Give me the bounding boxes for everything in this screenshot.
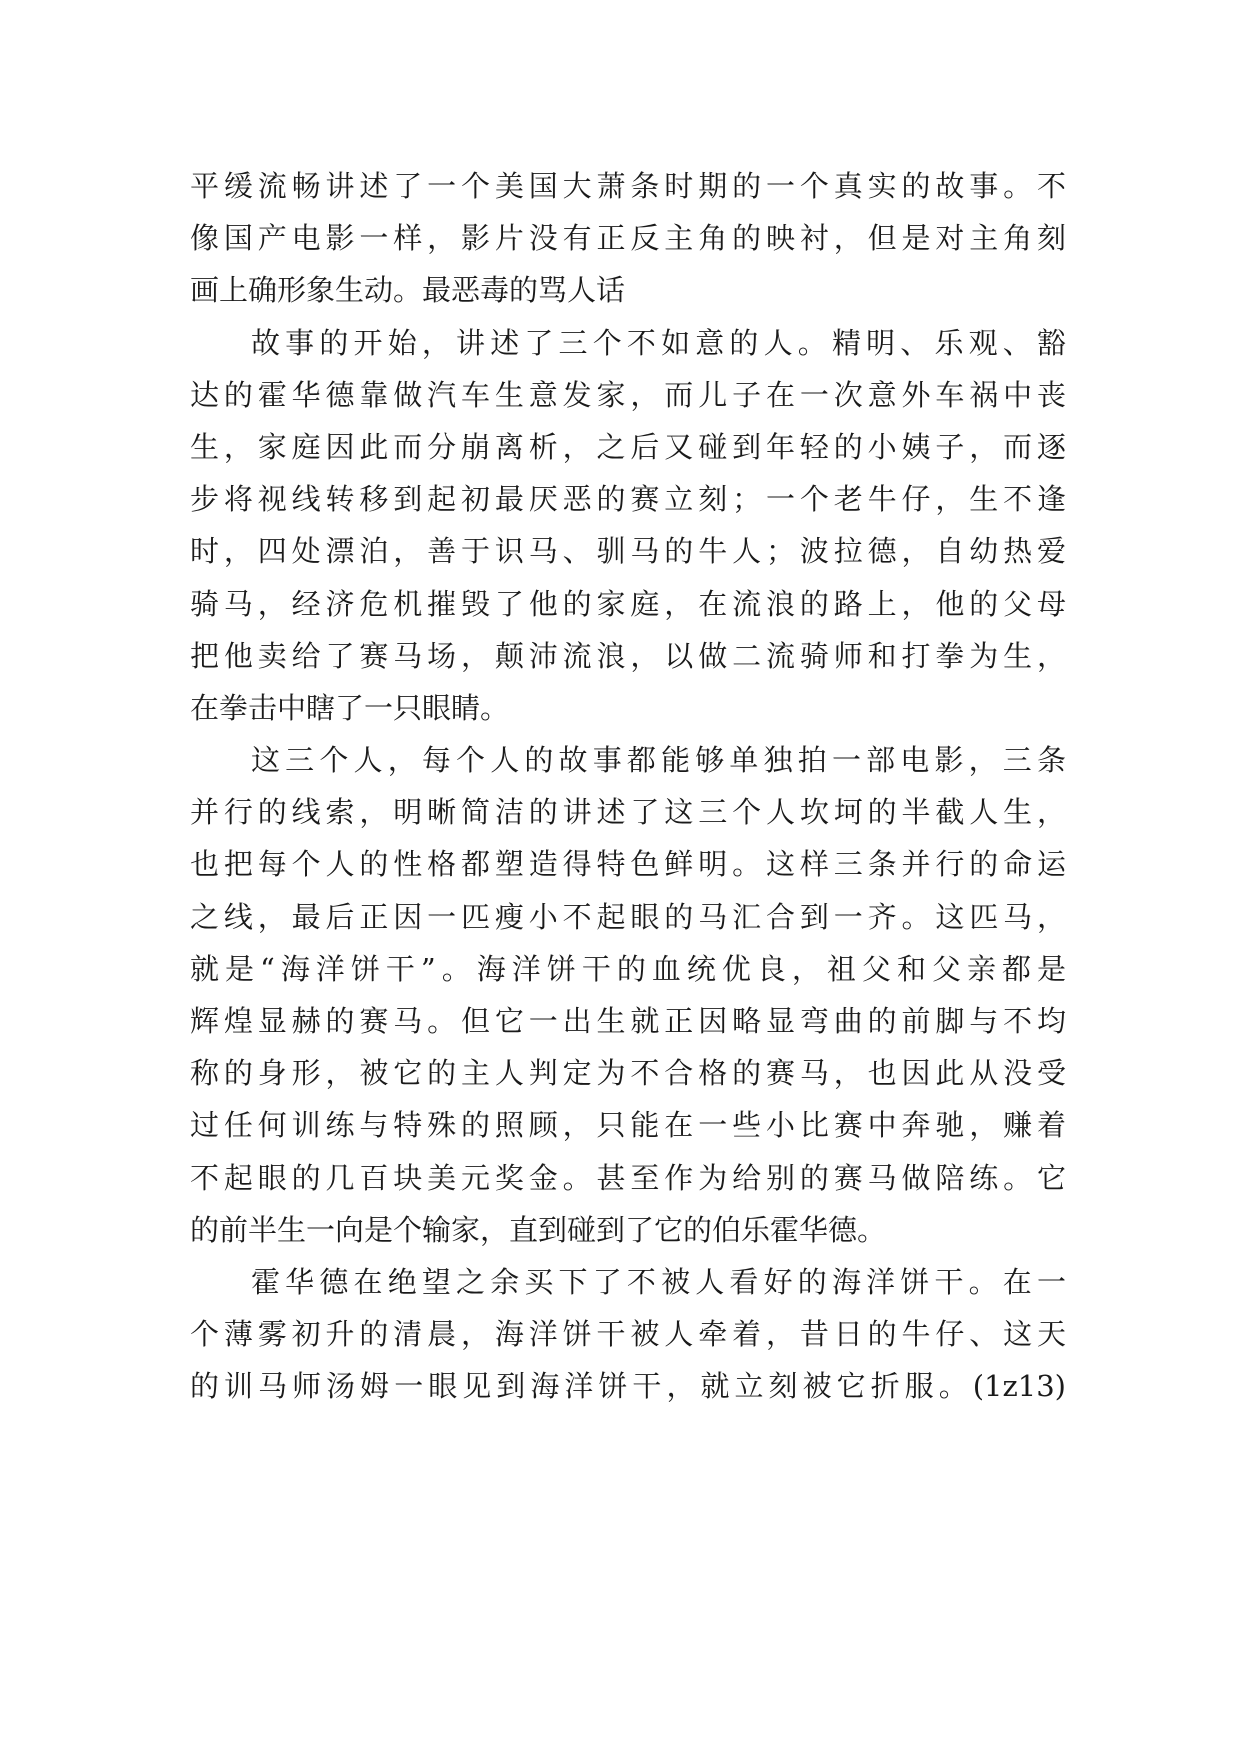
text-line: 达的霍华德靠做汽车生意发家，而儿子在一次意外车祸中丧 bbox=[190, 377, 1066, 412]
text-line: 之线，最后正因一匹瘦小不起眼的马汇合到一齐。这匹马， bbox=[190, 899, 1066, 934]
document-body bbox=[190, 160, 1066, 1413]
text-line: 骑马，经济危机摧毁了他的家庭，在流浪的路上，他的父母 bbox=[190, 586, 1066, 621]
text-line: 称的身形，被它的主人判定为不合格的赛马，也因此从没受 bbox=[190, 1056, 1066, 1091]
text-line: 平缓流畅讲述了一个美国大萧条时期的一个真实的故事。不 bbox=[190, 169, 1066, 203]
text-line: 过任何训练与特殊的照顾，只能在一些小比赛中奔驰，赚着 bbox=[190, 1108, 1066, 1143]
text-line: 不起眼的几百块美元奖金。甚至作为给别的赛马做陪练。它 bbox=[190, 1160, 1066, 1195]
text-line: 画上确形象生动。最恶毒的骂人话 bbox=[190, 273, 626, 308]
text-line: 故事的开始，讲述了三个不如意的人。精明、乐观、豁 bbox=[251, 325, 1066, 360]
text-line: 步将视线转移到起初最厌恶的赛立刻；一个老牛仔，生不逢 bbox=[190, 482, 1066, 517]
text-line: 个薄雾初升的清晨，海洋饼干被人牵着，昔日的牛仔、这天 bbox=[190, 1317, 1066, 1352]
paragraph-2 bbox=[190, 317, 1066, 735]
paragraph-1 bbox=[190, 160, 1066, 317]
text-line: 在拳击中瞎了一只眼睛。 bbox=[190, 690, 510, 725]
text-line: 这三个人，每个人的故事都能够单独拍一部电影，三条 bbox=[251, 743, 1066, 778]
text-line: 辉煌显赫的赛马。但它一出生就正因略显弯曲的前脚与不均 bbox=[190, 1004, 1066, 1038]
paragraph-3 bbox=[190, 734, 1066, 1256]
text-line: 像国产电影一样，影片没有正反主角的映衬，但是对主角刻 bbox=[190, 221, 1066, 256]
text-line: 霍华德在绝望之余买下了不被人看好的海洋饼干。在一 bbox=[251, 1264, 1066, 1299]
text-line: 也把每个人的性格都塑造得特色鲜明。这样三条并行的命运 bbox=[190, 847, 1066, 882]
text-line: 就是“海洋饼干”。海洋饼干的血统优良，祖父和父亲都是 bbox=[190, 951, 1066, 986]
text-line: 时，四处漂泊，善于识马、驯马的牛人；波拉德，自幼热爱 bbox=[190, 534, 1066, 569]
text-line: 生，家庭因此而分崩离析，之后又碰到年轻的小姨子，而逐 bbox=[190, 429, 1066, 464]
paragraph-4 bbox=[190, 1256, 1066, 1413]
text-line: 的训马师汤姆一眼见到海洋饼干，就立刻被它折服。(1z13) bbox=[190, 1369, 1066, 1404]
text-line: 的前半生一向是个输家，直到碰到了它的伯乐霍华德。 bbox=[190, 1212, 887, 1247]
text-line: 把他卖给了赛马场，颠沛流浪，以做二流骑师和打拳为生， bbox=[190, 638, 1066, 673]
text-line: 并行的线索，明晰简洁的讲述了这三个人坎坷的半截人生， bbox=[190, 795, 1066, 830]
